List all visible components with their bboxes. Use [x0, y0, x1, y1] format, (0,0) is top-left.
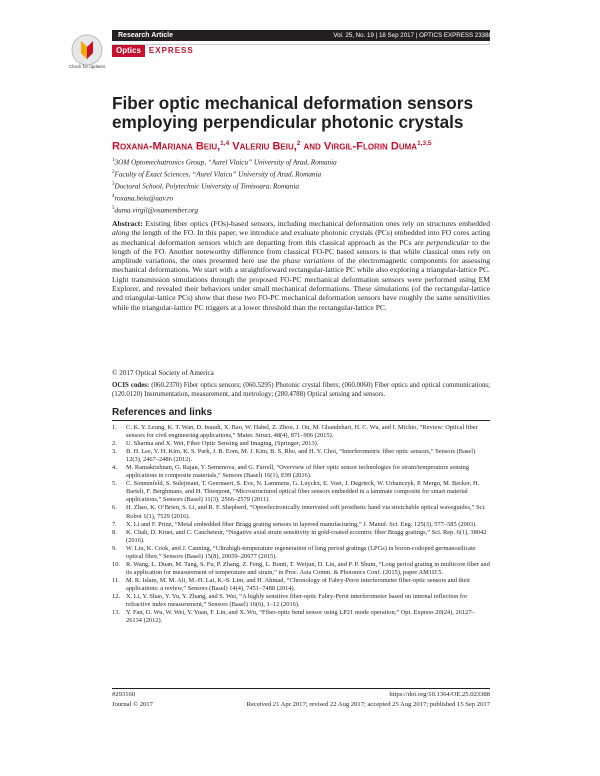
- reference-number: 7.: [112, 520, 117, 528]
- doi-link[interactable]: https://doi.org/10.1364/OE.25.023388: [389, 691, 490, 698]
- journal-logo-express: EXPRESS: [148, 46, 194, 55]
- reference-number: 12.: [112, 592, 120, 600]
- reference-text[interactable]: X. Li, Y. Shao, Y. Yu, Y. Zhang, and S. Wei, “A highly sensitive fiber-optic Fabry-Perot interferometer based on internal reflection for refractive index measurement,” Sensors (Basel) 16(6), 1–12 (2016).: [126, 592, 468, 609]
- journal-logo: [112, 45, 194, 57]
- article-type-label: Research Article: [118, 32, 173, 39]
- manuscript-id: #293160: [112, 691, 136, 698]
- reference-text[interactable]: C. K. Y. Leung, K. T. Wan, D. Inaudi, X. Bao, W. Habel, Z. Zhou, J. Ou, M. Ghandehari, H. C. Wu, and I. Michio, “Review: Optical fiber sensors for civil engineering applications,” Mater. Struct. 48(4), 871–906 (2015).: [126, 424, 478, 440]
- reference-number: 10.: [112, 560, 120, 568]
- footer-row-2: [112, 701, 490, 708]
- reference-text[interactable]: M. Ramakrishnan, G. Rajan, Y. Semenova, and G. Farrell, “Overview of fiber optic sensor technologies for strain/temperature sensing applications in composite materials,” Sensors (Basel) 16(1), E99 (2016).: [126, 464, 470, 480]
- author-affiliation-mark: 1,3,5: [417, 140, 432, 147]
- affiliation-mark: 5: [112, 205, 115, 211]
- references-heading: References and links: [112, 407, 213, 418]
- abstract-label: Abstract:: [112, 219, 143, 228]
- divider: [112, 420, 490, 421]
- reference-item: [112, 464, 490, 480]
- affiliation-item: [112, 168, 502, 180]
- footer-row-1: [112, 691, 490, 698]
- reference-text[interactable]: H. Zhao, K. O’Brien, S. Li, and R. F. Shepherd, “Optoelectronically innervated soft prosthetic hand via stretchable optical waveguides,” Sci. Robot 1(1), 7529 (2016).: [126, 504, 486, 520]
- reference-number: 13.: [112, 609, 120, 617]
- reference-number: 11.: [112, 576, 120, 584]
- reference-item: [112, 609, 490, 625]
- reference-item: [112, 448, 490, 464]
- reference-text[interactable]: B. H. Lee, Y. H. Kim, K. S. Park, J. B. Eom, M. J. Kim, B. S. Rho, and H. Y. Choi, “Interferometric fiber optic sensors,” Sensors (Basel) 12(3), 2467–2486 (2012).: [126, 448, 476, 464]
- reference-item: [112, 440, 490, 448]
- reference-number: 9.: [112, 544, 117, 552]
- affiliation-text: Faculty of Exact Sciences, “Aurel Vlaicu” University of Arad, Romania: [114, 170, 322, 179]
- reference-item: [112, 577, 490, 593]
- journal-copyright: Journal © 2017: [112, 701, 153, 708]
- affiliation-item: [112, 204, 502, 216]
- reference-text[interactable]: W. Liu, K. Cook, and J. Canning, “Ultrahigh-temperature regeneration of long period gratings (LPGs) in boron-codoped germanosilicate optical fibre,” Sensors (Basel) 15(8), 20659–20677 (2015).: [126, 544, 476, 560]
- reference-number: 8.: [112, 528, 117, 536]
- reference-item: [112, 504, 490, 520]
- affiliation-mark: 2: [112, 169, 115, 175]
- volume-line: Vol. 25, No. 19 | 18 Sep 2017 | OPTICS EXPRESS 23388: [333, 32, 492, 39]
- author-list: [112, 140, 512, 153]
- affiliation-email[interactable]: duma.virgil@osamember.org: [114, 206, 199, 215]
- author-name: Virgil-Florin Duma: [323, 140, 418, 153]
- reference-text[interactable]: M. R. Islam, M. M. Ali, M.-H. Lai, K.-S. Lim, and H. Ahmad, “Chronology of Fabry-Perot interferometer fiber-optic sensors and their applications: a review,” Sensors (Basel) 14(4), 7451–7488 (2014).: [126, 576, 471, 592]
- affiliation-text: Doctoral School, Polytechnic University of Timisoara, Romania: [114, 182, 299, 191]
- publication-dates: Received 21 Apr 2017; revised 22 Aug 2017; accepted 25 Aug 2017; published 15 Sep 2017: [246, 701, 490, 708]
- author-conjunction: and: [303, 140, 321, 153]
- affiliation-item: [112, 156, 502, 168]
- crossmark-icon[interactable]: [70, 33, 104, 67]
- affiliation-item: [112, 192, 502, 204]
- ocis-label: OCIS codes:: [112, 382, 150, 389]
- author-name: Valeriu Beiu,: [232, 140, 297, 153]
- abstract: [112, 219, 490, 312]
- crossmark-label: Check for updates: [68, 64, 106, 69]
- copyright-line: © 2017 Optical Society of America: [112, 369, 214, 377]
- abstract-text: to the length of the FO. Another noteworthy difference from classical FO-PC based sensors is that while classical ones rely on amplitude variations, the ones presented here use the: [112, 237, 490, 266]
- reference-number: 3.: [112, 448, 117, 456]
- reference-item: [112, 480, 490, 504]
- reference-item: [112, 529, 490, 545]
- affiliation-email[interactable]: roxana.beiu@uav.ro: [114, 194, 174, 203]
- abstract-text: of the electromagnetic components for assessing mechanical deformations. We start with a straightforward rectangular-lattice PC while also exploring a triangular-lattice PC. Light transmission simulations through the proposed FO-PC mechanical deformation sensors were performed using EM Explorer, and revealed their behaviors under small mechanical deformations. These simulations (of the rectangular-lattice and triangular-lattice PCs) show that these two FO-PC mechanical deformation sensors have roughly the same sensitivities while the triangular-lattice PC triggers at a lower threshold than the rectangular-lattice PC.: [112, 256, 490, 312]
- abstract-emphasis: phase variations: [282, 256, 335, 266]
- reference-text[interactable]: C. Sonnenfeld, S. Sulejmani, T. Geernaert, S. Eve, N. Lammens, G. Luyckx, E. Voet, J. Degrieck, W. Urbanczyk, P. Mergo, M. Becker, H. Bartelt, F. Berghmans, and H. Thienpont, “Microstructured optical fiber sensors embedded in a laminate composite for smart material applications,” Sensors (Basel) 11(3), 2566–2579 (2011).: [126, 480, 480, 504]
- author-name: Roxana-Mariana Beiu,: [112, 140, 221, 153]
- journal-bar: [112, 44, 490, 57]
- reference-number: 4.: [112, 464, 117, 472]
- ocis-text: (060.2370) Fiber optics sensors; (060.5295) Photonic crystal fibers; (060.0060) Fiber optics and optical communications; (120.0120) Instrumentation, measurement, and metrology; (280.4788) Optical sensing and sensors.: [112, 382, 490, 399]
- reference-text[interactable]: Y. Fan, G. Wu, W. Wei, Y. Yuan, F. Lin, and X. Wu, “Fiber-optic bend sensor using LP21 mode operation,” Opt. Express 20(24), 26127–26134 (2012).: [126, 609, 475, 625]
- reference-text[interactable]: X. Li and F. Prinz, “Metal embedded fiber Bragg grating sensors in layered manufacturing,” J. Manuf. Sci. Eng. 125(3), 577–585 (2003).: [126, 520, 477, 528]
- ocis-codes: [112, 381, 490, 399]
- reference-item: [112, 424, 490, 440]
- abstract-text: the length of the FO. In this paper, we introduce and evaluate photonic crystals (PCs) embedded into FO cores acting as mechanical deformation sensors which are departing from this classical approach as the PCs are: [112, 228, 490, 247]
- reference-text[interactable]: U. Sharma and X. Wei, Fiber Optic Sensing and Imaging, (Springer, 2013).: [126, 440, 319, 448]
- reference-item: [112, 561, 490, 577]
- reference-list: [112, 424, 490, 625]
- affiliation-list: [112, 156, 502, 216]
- author-affiliation-mark: 1,4: [220, 140, 230, 147]
- reference-item: [112, 521, 490, 529]
- author-affiliation-mark: 2: [296, 140, 301, 147]
- abstract-emphasis: perpendicular: [426, 237, 470, 247]
- header-bar: [112, 30, 490, 41]
- abstract-text: Existing fiber optics (FOs)-based sensors, including mechanical deformation ones rely on structures embedded: [142, 219, 490, 228]
- footer-divider: [112, 688, 490, 689]
- affiliation-mark: 1: [112, 158, 115, 163]
- reference-number: 6.: [112, 504, 117, 512]
- reference-item: [112, 545, 490, 561]
- reference-number: 2.: [112, 440, 117, 448]
- journal-logo-optics: Optics: [112, 45, 145, 57]
- article-title: Fiber optic mechanical deformation sensors employing perpendicular photonic crystals: [112, 93, 474, 132]
- affiliation-item: [112, 180, 502, 192]
- reference-text[interactable]: R. Wang, L. Duan, M. Tang, S. Fu, P. Zhang, Z. Feng, L. Bonti, T. Weijun, D. Liu, and P. P. Shum, “Long period grating in multicore fiber and its application for measurement of temperature and strain,” in Proc. Asia Comm. & Photonics Conf. (2015), paper AM1D.5.: [126, 560, 490, 576]
- reference-text[interactable]: K. Chah, D. Kinet, and C. Caucheteur, “Negative axial strain sensitivity in gold-coated eccentric fiber Bragg gratings,” Sci. Rep. 6(1), 38042 (2016).: [126, 528, 487, 544]
- abstract-emphasis: along: [112, 228, 130, 238]
- affiliation-text: 3OM Optomechatronics Group, “Aurel Vlaicu” University of Arad, Romania: [114, 158, 337, 167]
- reference-number: 1.: [112, 424, 117, 431]
- reference-item: [112, 593, 490, 609]
- reference-number: 5.: [112, 480, 117, 488]
- affiliation-mark: 4: [112, 193, 115, 199]
- affiliation-mark: 3: [112, 181, 115, 187]
